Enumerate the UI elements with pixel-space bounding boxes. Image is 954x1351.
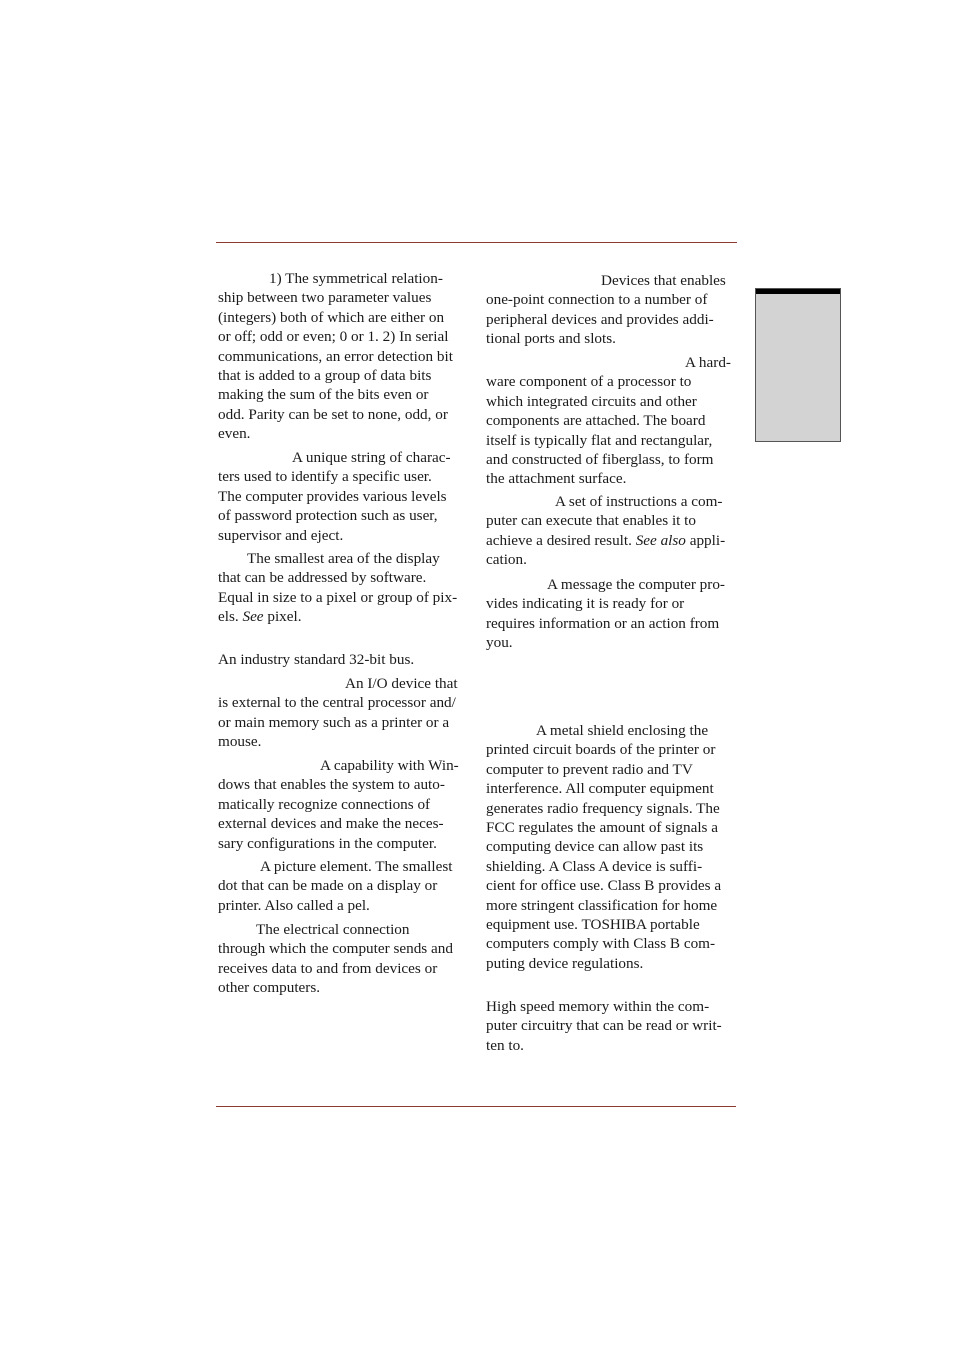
entry-line: tional ports and slots.	[486, 330, 616, 348]
entry-line: High speed memory within the com-	[486, 998, 710, 1015]
entry-line: dot that can be made on a display or	[218, 877, 438, 895]
entry-line: computer to prevent radio and TV	[486, 760, 693, 778]
entry-text: appli-	[685, 531, 726, 549]
entry-line: ters used to identify a specific user.	[218, 468, 432, 486]
entry-line: even.	[218, 425, 251, 443]
entry-line: shielding. A Class A device is suffi-	[486, 857, 703, 875]
footer-rule	[216, 1106, 736, 1107]
entry-line: interference. All computer equipment	[486, 780, 714, 798]
entry-line: more stringent classification for home	[486, 896, 718, 914]
entry-text: A set of instructions a com-	[555, 493, 723, 510]
entry-text: pixel.	[263, 608, 302, 626]
entry-line: communications, an error detection bit	[218, 347, 453, 365]
entry-line: which integrated circuits and other	[486, 392, 697, 410]
entry-line: An industry standard 32-bit bus.	[218, 651, 415, 668]
entry-line: cation.	[486, 551, 527, 569]
entry-port-replicator	[486, 271, 726, 349]
entry-pci	[218, 650, 414, 669]
entry-plug-and-play	[218, 756, 459, 853]
entry-line: external devices and make the neces-	[218, 815, 444, 833]
chapter-thumb-tab	[755, 288, 841, 442]
entry-peripheral	[218, 674, 458, 752]
entry-line: printer. Also called a pel.	[218, 896, 370, 914]
entry-line: or main memory such as a printer or a	[218, 713, 450, 731]
entry-line: computing device can allow past its	[486, 838, 704, 856]
entry-line: or off; odd or even; 0 or 1. 2) In serial	[218, 328, 449, 346]
entry-prompt	[486, 575, 725, 653]
entry-port	[218, 920, 453, 998]
thumb-tab-bar	[756, 289, 840, 294]
see-also-reference: See also	[635, 531, 686, 549]
entry-line: ware component of a processor to	[486, 373, 692, 391]
entry-password	[218, 448, 451, 545]
entry-text: achieve a desired result.	[486, 531, 636, 549]
entry-line: puting device regulations.	[486, 954, 644, 972]
entry-line: supervisor and eject.	[218, 526, 344, 544]
entry-line: cient for office use. Class B provides a	[486, 877, 722, 895]
entry-line: FCC regulates the amount of signals a	[486, 818, 718, 836]
entry-line: that is added to a group of data bits	[218, 366, 432, 384]
entry-line: equipment use. TOSHIBA portable	[486, 915, 700, 933]
entry-line: other computers.	[218, 979, 321, 997]
entry-text: The smallest area of the display	[247, 550, 440, 567]
entry-line: the attachment surface.	[486, 470, 627, 488]
entry-line: peripheral devices and provides addi-	[486, 310, 714, 328]
entry-parity	[218, 269, 453, 444]
header-rule	[216, 242, 737, 243]
entry-line: requires information or an action from	[486, 614, 720, 632]
entry-line: and constructed of fiberglass, to form	[486, 450, 714, 468]
entry-text: An I/O device that	[345, 675, 458, 692]
entry-line: you.	[486, 634, 513, 652]
entry-line: vides indicating it is ready for or	[486, 595, 685, 613]
entry-line: odd. Parity can be set to none, odd, or	[218, 405, 448, 423]
entry-pel	[218, 549, 457, 627]
entry-line: computers comply with Class B com-	[486, 935, 716, 953]
entry-pixel	[218, 857, 452, 915]
entry-line: puter circuitry that can be read or writ-	[486, 1017, 722, 1035]
entry-text: els.	[218, 608, 243, 626]
entry-text: 1) The symmetrical relation-	[269, 270, 443, 287]
entry-line: receives data to and from devices or	[218, 959, 438, 977]
entry-text: Devices that enables	[601, 272, 726, 289]
entry-printed-circuit-board	[486, 353, 731, 489]
entry-line: itself is typically flat and rectangular,	[486, 431, 713, 449]
entry-text: A picture element. The smallest	[260, 858, 453, 875]
entry-text: A unique string of charac-	[292, 449, 451, 466]
entry-line: components are attached. The board	[486, 412, 706, 430]
entry-line: through which the computer sends and	[218, 940, 453, 958]
entry-line: (integers) both of which are either on	[218, 308, 445, 326]
entry-program	[486, 492, 725, 570]
entry-ram	[486, 997, 722, 1055]
entry-line: matically recognize connections of	[218, 795, 431, 813]
entry-text: A capability with Win-	[320, 757, 459, 774]
entry-line: puter can execute that enables it to	[486, 512, 696, 530]
entry-line: is external to the central processor and/	[218, 694, 456, 712]
entry-line: dows that enables the system to auto-	[218, 776, 445, 794]
entry-line: printed circuit boards of the printer or	[486, 741, 716, 759]
entry-line: that can be addressed by software.	[218, 569, 427, 587]
entry-line: one-point connection to a number of	[486, 291, 708, 309]
see-reference: See	[242, 608, 264, 626]
entry-radio-frequency-shield	[486, 721, 721, 973]
entry-text: The electrical connection	[256, 921, 410, 938]
entry-line: ship between two parameter values	[218, 289, 432, 307]
entry-line: of password protection such as user,	[218, 507, 438, 525]
entry-text: A metal shield enclosing the	[536, 722, 709, 739]
entry-line: Equal in size to a pixel or group of pix-	[218, 588, 458, 606]
entry-line: making the sum of the bits even or	[218, 386, 429, 404]
entry-line: mouse.	[218, 733, 262, 751]
entry-line: ten to.	[486, 1036, 524, 1054]
entry-text: A message the computer pro-	[547, 576, 725, 593]
entry-line: sary configurations in the computer.	[218, 834, 437, 852]
entry-text: A hard-	[685, 354, 731, 371]
entry-line: The computer provides various levels	[218, 487, 447, 505]
entry-line: generates radio frequency signals. The	[486, 799, 720, 817]
